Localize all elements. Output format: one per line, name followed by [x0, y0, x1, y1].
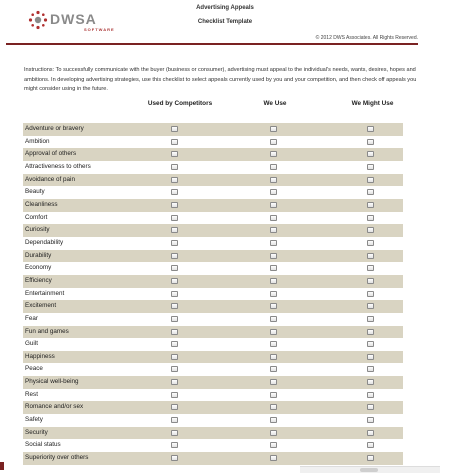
competitors-checkbox[interactable] [171, 303, 178, 309]
we-use-checkbox[interactable] [270, 253, 277, 259]
appeal-label: Ambition [25, 137, 50, 145]
might-use-checkbox[interactable] [367, 278, 374, 284]
might-use-checkbox[interactable] [367, 151, 374, 157]
might-use-checkbox[interactable] [367, 455, 374, 461]
might-use-checkbox[interactable] [367, 253, 374, 259]
table-row [23, 275, 403, 288]
we-use-checkbox[interactable] [270, 215, 277, 221]
table-row [23, 414, 403, 427]
table-row [23, 199, 403, 212]
competitors-checkbox[interactable] [171, 278, 178, 284]
we-use-checkbox[interactable] [270, 404, 277, 410]
appeal-label: Fear [25, 314, 38, 322]
header-divider [6, 43, 418, 45]
appeal-label: Adventure or bravery [25, 125, 84, 132]
might-use-checkbox[interactable] [367, 392, 374, 398]
table-row [23, 237, 403, 250]
scrollbar-thumb[interactable] [360, 468, 378, 472]
competitors-checkbox[interactable] [171, 366, 178, 372]
appeal-label: Physical well-being [25, 378, 79, 386]
we-use-checkbox[interactable] [270, 341, 277, 347]
competitors-checkbox[interactable] [171, 455, 178, 461]
we-use-checkbox[interactable] [270, 329, 277, 335]
we-use-checkbox[interactable] [270, 430, 277, 436]
might-use-checkbox[interactable] [367, 202, 374, 208]
table-row [23, 136, 403, 149]
competitors-checkbox[interactable] [171, 240, 178, 246]
competitors-checkbox[interactable] [171, 139, 178, 145]
appeal-label: Avoidance of pain [25, 175, 75, 183]
competitors-checkbox[interactable] [171, 151, 178, 157]
table-row [23, 376, 403, 389]
logo-text: DWSA [50, 11, 97, 27]
appeal-label: Efficiency [25, 276, 52, 284]
we-use-checkbox[interactable] [270, 139, 277, 145]
we-use-checkbox[interactable] [270, 379, 277, 385]
table-row [23, 439, 403, 452]
we-use-checkbox[interactable] [270, 151, 277, 157]
competitors-checkbox[interactable] [171, 177, 178, 183]
might-use-checkbox[interactable] [367, 139, 374, 145]
page-edge-marker [0, 462, 4, 470]
appeal-label: Romance and/or sex [25, 403, 84, 411]
appeal-label: Safety [25, 416, 43, 424]
competitors-checkbox[interactable] [171, 291, 178, 297]
horizontal-scrollbar[interactable] [300, 466, 440, 473]
appeal-label: Attractiveness to others [25, 162, 91, 170]
copyright-notice: © 2012 DWS Associates. All Rights Reserved. [315, 35, 418, 41]
appeal-label: Comfort [25, 213, 48, 221]
appeal-label: Dependability [25, 238, 64, 246]
might-use-checkbox[interactable] [367, 354, 374, 360]
appeal-label: Entertainment [25, 289, 65, 297]
table-row [23, 338, 403, 351]
competitors-checkbox[interactable] [171, 316, 178, 322]
appeal-label: Rest [25, 390, 38, 398]
competitors-checkbox[interactable] [171, 392, 178, 398]
we-use-checkbox[interactable] [270, 455, 277, 461]
we-use-checkbox[interactable] [270, 126, 277, 132]
appeal-label: Beauty [25, 188, 45, 196]
page-subtitle: Checklist Template [197, 19, 253, 25]
document-header [0, 0, 450, 46]
might-use-checkbox[interactable] [367, 227, 374, 233]
might-use-checkbox[interactable] [367, 240, 374, 246]
appeal-label: Superiority over others [25, 454, 89, 462]
we-use-checkbox[interactable] [270, 164, 277, 170]
competitors-checkbox[interactable] [171, 227, 178, 233]
might-use-checkbox[interactable] [367, 164, 374, 170]
might-use-checkbox[interactable] [367, 316, 374, 322]
competitors-checkbox[interactable] [171, 265, 178, 271]
we-use-checkbox[interactable] [270, 227, 277, 233]
we-use-checkbox[interactable] [270, 202, 277, 208]
competitors-checkbox[interactable] [171, 329, 178, 335]
competitors-checkbox[interactable] [171, 164, 178, 170]
might-use-checkbox[interactable] [367, 379, 374, 385]
might-use-checkbox[interactable] [367, 341, 374, 347]
appeals-checklist-table [23, 123, 403, 465]
table-row [23, 123, 403, 136]
table-row [23, 186, 403, 199]
appeal-label: Durability [25, 251, 52, 259]
might-use-checkbox[interactable] [367, 291, 374, 297]
table-row [23, 363, 403, 376]
table-row [23, 313, 403, 326]
might-use-checkbox[interactable] [367, 215, 374, 221]
might-use-checkbox[interactable] [367, 126, 374, 132]
company-logo [28, 10, 128, 32]
might-use-checkbox[interactable] [367, 303, 374, 309]
might-use-checkbox[interactable] [367, 442, 374, 448]
competitors-checkbox[interactable] [171, 202, 178, 208]
we-use-checkbox[interactable] [270, 366, 277, 372]
competitors-checkbox[interactable] [171, 341, 178, 347]
table-row [23, 401, 403, 414]
appeal-label: Fun and games [25, 327, 69, 335]
table-row [23, 262, 403, 275]
table-row [23, 212, 403, 225]
appeal-label: Economy [25, 264, 52, 272]
we-use-checkbox[interactable] [270, 316, 277, 322]
we-use-checkbox[interactable] [270, 442, 277, 448]
competitors-checkbox[interactable] [171, 417, 178, 423]
column-header-might-use: We Might Use [351, 100, 394, 107]
table-row [23, 389, 403, 402]
table-row [23, 174, 403, 187]
table-row [23, 452, 403, 465]
we-use-checkbox[interactable] [270, 240, 277, 246]
might-use-checkbox[interactable] [367, 404, 374, 410]
logo-subtext: SOFTWARE [84, 27, 115, 32]
instructions-text: Instructions: To successfully communicate with the buyer (business or consumer), advertising must appeal to the individual's needs, wants, desires, hopes and ambitions. In developing advertising strategies, use this checklist to select appeals currently used by you and your competition, and then check off appeals you might consider using in the future. [24, 67, 417, 92]
might-use-checkbox[interactable] [367, 417, 374, 423]
column-header-we-use: We Use [263, 100, 287, 107]
appeal-label: Social status [25, 441, 61, 449]
table-row [23, 300, 403, 313]
competitors-checkbox[interactable] [171, 442, 178, 448]
might-use-checkbox[interactable] [367, 366, 374, 372]
column-header-competitors: Used by Competitors [147, 100, 213, 107]
we-use-checkbox[interactable] [270, 189, 277, 195]
table-row [23, 148, 403, 161]
page-title: Advertising Appeals [196, 5, 254, 11]
table-row [23, 427, 403, 440]
we-use-checkbox[interactable] [270, 392, 277, 398]
table-row [23, 326, 403, 339]
appeal-label: Cleanliness [25, 200, 58, 208]
might-use-checkbox[interactable] [367, 177, 374, 183]
appeal-label: Guilt [25, 340, 38, 348]
table-row [23, 224, 403, 237]
we-use-checkbox[interactable] [270, 417, 277, 423]
appeal-label: Security [25, 428, 48, 436]
competitors-checkbox[interactable] [171, 430, 178, 436]
competitors-checkbox[interactable] [171, 379, 178, 385]
might-use-checkbox[interactable] [367, 265, 374, 271]
might-use-checkbox[interactable] [367, 189, 374, 195]
we-use-checkbox[interactable] [270, 303, 277, 309]
we-use-checkbox[interactable] [270, 265, 277, 271]
appeal-label: Happiness [25, 352, 55, 360]
might-use-checkbox[interactable] [367, 329, 374, 335]
appeal-label: Curiosity [25, 226, 50, 234]
we-use-checkbox[interactable] [270, 278, 277, 284]
competitors-checkbox[interactable] [171, 404, 178, 410]
table-row [23, 351, 403, 364]
appeal-label: Approval of others [25, 150, 77, 158]
table-row [23, 161, 403, 174]
appeal-label: Peace [25, 365, 43, 373]
competitors-checkbox[interactable] [171, 189, 178, 195]
we-use-checkbox[interactable] [270, 177, 277, 183]
logo-burst-icon [28, 10, 48, 30]
might-use-checkbox[interactable] [367, 430, 374, 436]
competitors-checkbox[interactable] [171, 215, 178, 221]
competitors-checkbox[interactable] [171, 354, 178, 360]
competitors-checkbox[interactable] [171, 126, 178, 132]
competitors-checkbox[interactable] [171, 253, 178, 259]
we-use-checkbox[interactable] [270, 291, 277, 297]
table-row [23, 288, 403, 301]
appeal-label: Excitement [25, 302, 57, 310]
table-row [23, 250, 403, 263]
we-use-checkbox[interactable] [270, 354, 277, 360]
